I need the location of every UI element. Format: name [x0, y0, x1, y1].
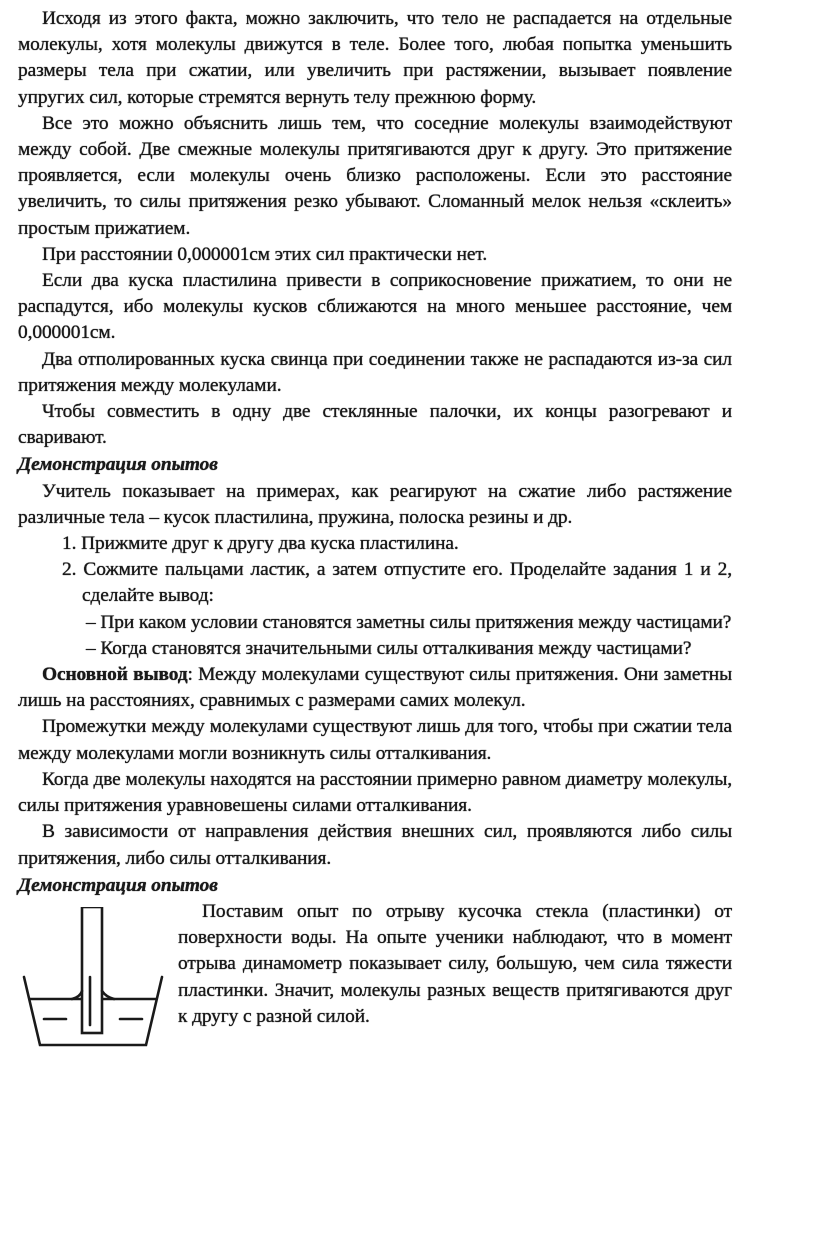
paragraph-glass-detachment: Поставим опыт по отрыву кусочка стекла (пластинки) от поверхности воды. На опыте ученики наблюдают, что в момент отрыва динамометр показывает силу, большую, чем сила тяжести пластинки. Значит, молекулы разных веществ притягиваются друг к другу с разной силой.: [178, 900, 732, 1027]
question-attraction: – При каком условии становятся заметны силы притяжения между частицами?: [86, 611, 732, 633]
section-heading-demonstration-2: Демонстрация опытов: [18, 874, 218, 896]
paragraph-glass-rods: Чтобы совместить в одну две стеклянные палочки, их концы разогревают и сваривают.: [18, 401, 732, 449]
conclusion-text: : Между молекулами существуют силы притяжения. Они заметны лишь на расстояниях, сравнимых с размерами самих молекул.: [18, 664, 732, 712]
paragraph-direction: В зависимости от направления действия внешних сил, проявляются либо силы притяжения, либо силы отталкивания.: [18, 821, 732, 869]
paragraph-balance: Когда две молекулы находятся на расстоянии примерно равном диаметру молекулы, силы притяжения уравновешены силами отталкивания.: [18, 768, 732, 817]
paragraph-lead: Два отполированных куска свинца при соединении также не распадаются из-за сил притяжения между молекулами.: [18, 348, 732, 396]
paragraph-distance: При расстоянии 0,000001см этих сил практически нет.: [42, 243, 488, 265]
document-page: [18, 6, 732, 1059]
paragraph-main-conclusion: [18, 662, 732, 714]
figure-block: [18, 899, 732, 1059]
question-repulsion: – Когда становятся значительными силы отталкивания между частицами?: [86, 637, 692, 659]
list-item-2: 2. Сожмите пальцами ластик, а затем отпустите его. Проделайте задания 1 и 2, сделайте вывод:: [62, 559, 732, 607]
conclusion-label: Основной вывод: [42, 664, 188, 686]
section-heading-demonstration: Демонстрация опытов: [18, 454, 218, 476]
paragraph-body-fact: Исходя из этого факта, можно заключить, что тело не распадается на отдельные молекулы, хотя молекулы движутся в теле. Более того, любая попытка уменьшить размеры тела при сжатии, или увеличить при растяжении, вызывает появление упругих сил, которые стремятся вернуть телу прежнюю форму.: [18, 8, 732, 108]
paragraph-interaction: Все это можно объяснить лишь тем, что соседние молекулы взаимодействуют между собой. Две смежные молекулы притягиваются друг к другу. Это притяжение проявляется, если молекулы очень близко расположены. Если это расстояние увеличить, то силы притяжения резко убывают. Сломанный мелок нельзя «склеить» простым прижатием.: [18, 112, 732, 239]
paragraph-teacher-shows: Учитель показывает на примерах, как реагируют на сжатие либо растяжение различные тела – кусок пластилина, пружина, полоска резины и др.: [18, 480, 732, 528]
paragraph-gaps: Промежутки между молекулами существуют лишь для того, чтобы при сжатии тела между молекулами могли возникнуть силы отталкивания.: [18, 716, 732, 764]
list-item-1: 1. Прижмите друг к другу два куска пластилина.: [62, 533, 459, 555]
paragraph-plasticine: Если два куска пластилина привести в соприкосновение прижатием, то они не распадутся, ибо молекулы кусков сближаются на много меньшее расстояние, чем 0,000001см.: [18, 270, 732, 344]
glass-plate-water-icon: [18, 907, 168, 1057]
